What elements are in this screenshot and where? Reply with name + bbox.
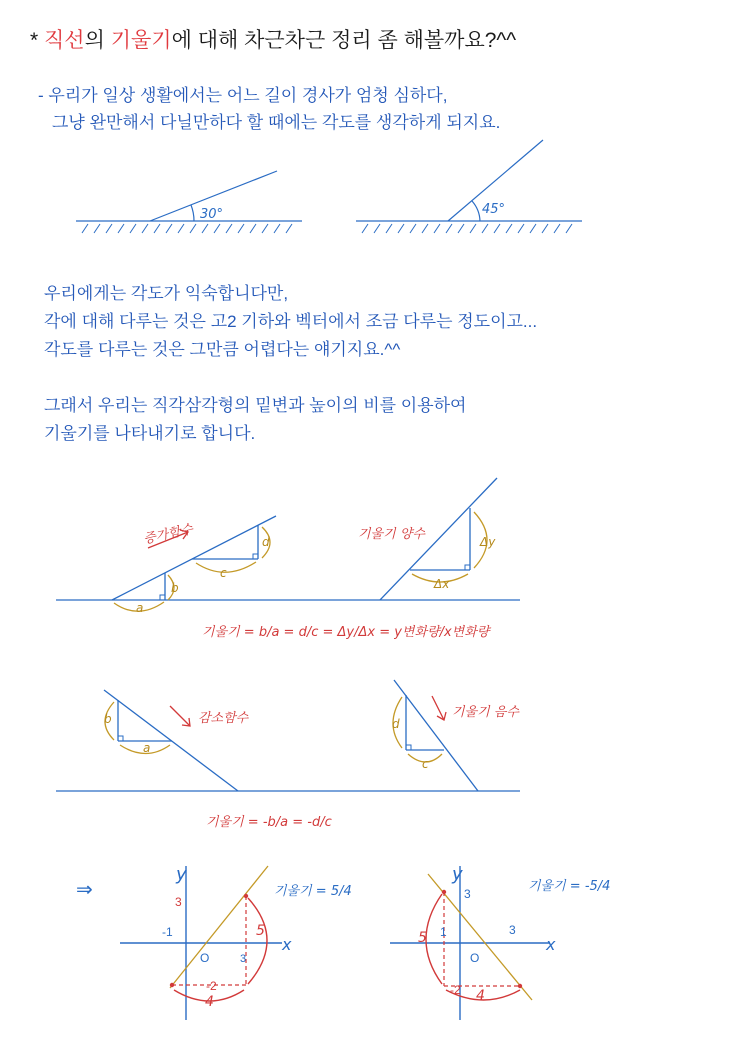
increasing-left-diagram: [56, 516, 520, 611]
graph-left-y-axis-label: y: [176, 864, 187, 885]
dec-c-label: c: [422, 757, 429, 771]
decreasing-slope-formula: 기울기 = -b/a = -d/c: [206, 815, 332, 830]
para3-line-1: 그래서 우리는 직각삼각형의 밑변과 높이의 비를 이용하여: [44, 396, 467, 415]
intro-line-2: 그냥 완만해서 다닐만하다 할 때에는 각도를 생각하게 되지요.: [52, 113, 501, 132]
para2-line-2: 각에 대해 다루는 것은 고2 기하와 벡터에서 조금 다루는 정도이고...: [44, 312, 538, 331]
graph-left-tick-neg1: -1: [162, 925, 173, 939]
implies-arrow: ⇒: [76, 879, 93, 901]
angle-45-diagram: [356, 140, 582, 233]
positive-slope-label: 기울기 양수: [358, 527, 425, 542]
graph-left-tick-3-x: 3: [240, 953, 247, 965]
decreasing-function-label: 감소함수: [198, 711, 249, 726]
para2-line-3: 각도를 다루는 것은 그만큼 어렵다는 얘기지요.^^: [44, 340, 401, 359]
inc-a-label: a: [136, 601, 144, 615]
para3-line-2: 기울기를 나타내기로 합니다.: [44, 424, 256, 443]
title-mid: 의: [84, 29, 111, 52]
graph-left-tick-3: 3: [175, 895, 182, 909]
inc-dx-label: Δx: [434, 577, 450, 591]
graph-left-origin: O: [200, 951, 210, 965]
inc-c-label: c: [220, 566, 227, 580]
angle-30-diagram: [76, 171, 302, 233]
graph-left: [120, 866, 282, 1020]
inc-d-label: d: [262, 535, 270, 549]
graph-left-tick-neg2: -2: [206, 979, 217, 993]
graph-right-run-4: 4: [476, 988, 485, 1004]
title-word-line: 직선: [44, 29, 85, 52]
dec-d-label: d: [392, 717, 400, 731]
graph-right-origin: O: [470, 951, 480, 965]
graph-right-y-axis-label: y: [452, 864, 463, 885]
graph-left-run-4: 4: [205, 994, 214, 1010]
negative-slope-label: 기울기 음수: [452, 705, 519, 720]
angle-45-label: 45°: [482, 202, 506, 217]
inc-b-label: b: [171, 581, 179, 595]
dec-b-label: b: [104, 712, 112, 726]
graph-left-x-axis-label: x: [282, 935, 292, 954]
increasing-function-label: 증가함수: [142, 522, 195, 548]
decreasing-left-diagram: [56, 690, 520, 791]
inc-dy-label: Δy: [480, 535, 496, 549]
increasing-slope-formula: 기울기 = b/a = d/c = Δy/Δx = y변화량/x변화량: [202, 625, 490, 640]
graph-right-slope-label: 기울기 = -5/4: [528, 879, 611, 894]
decreasing-right-diagram: [393, 680, 478, 791]
angle-30-label: 30°: [200, 207, 224, 222]
dec-a-label: a: [143, 741, 151, 755]
graph-right-rise-5: 5: [418, 930, 427, 946]
title-prefix: *: [30, 29, 45, 52]
graph-right-tick-3: 3: [464, 887, 471, 901]
graph-right-tick-1: 1: [440, 925, 447, 939]
title-rest: 에 대해 차근차근 정리 좀 해볼까요?^^: [171, 29, 517, 52]
graph-left-slope-label: 기울기 = 5/4: [274, 884, 352, 899]
graph-right-tick-neg2: -2: [450, 983, 461, 997]
intro-line-1: - 우리가 일상 생활에서는 어느 길이 경사가 엄청 심하다,: [38, 86, 448, 105]
graph-left-rise-5: 5: [256, 923, 265, 939]
title-word-slope: 기울기: [110, 29, 172, 52]
para2-line-1: 우리에게는 각도가 익숙합니다만,: [44, 284, 289, 303]
graph-right-x-axis-label: x: [546, 935, 556, 954]
graph-right-tick-3-x: 3: [509, 923, 516, 937]
